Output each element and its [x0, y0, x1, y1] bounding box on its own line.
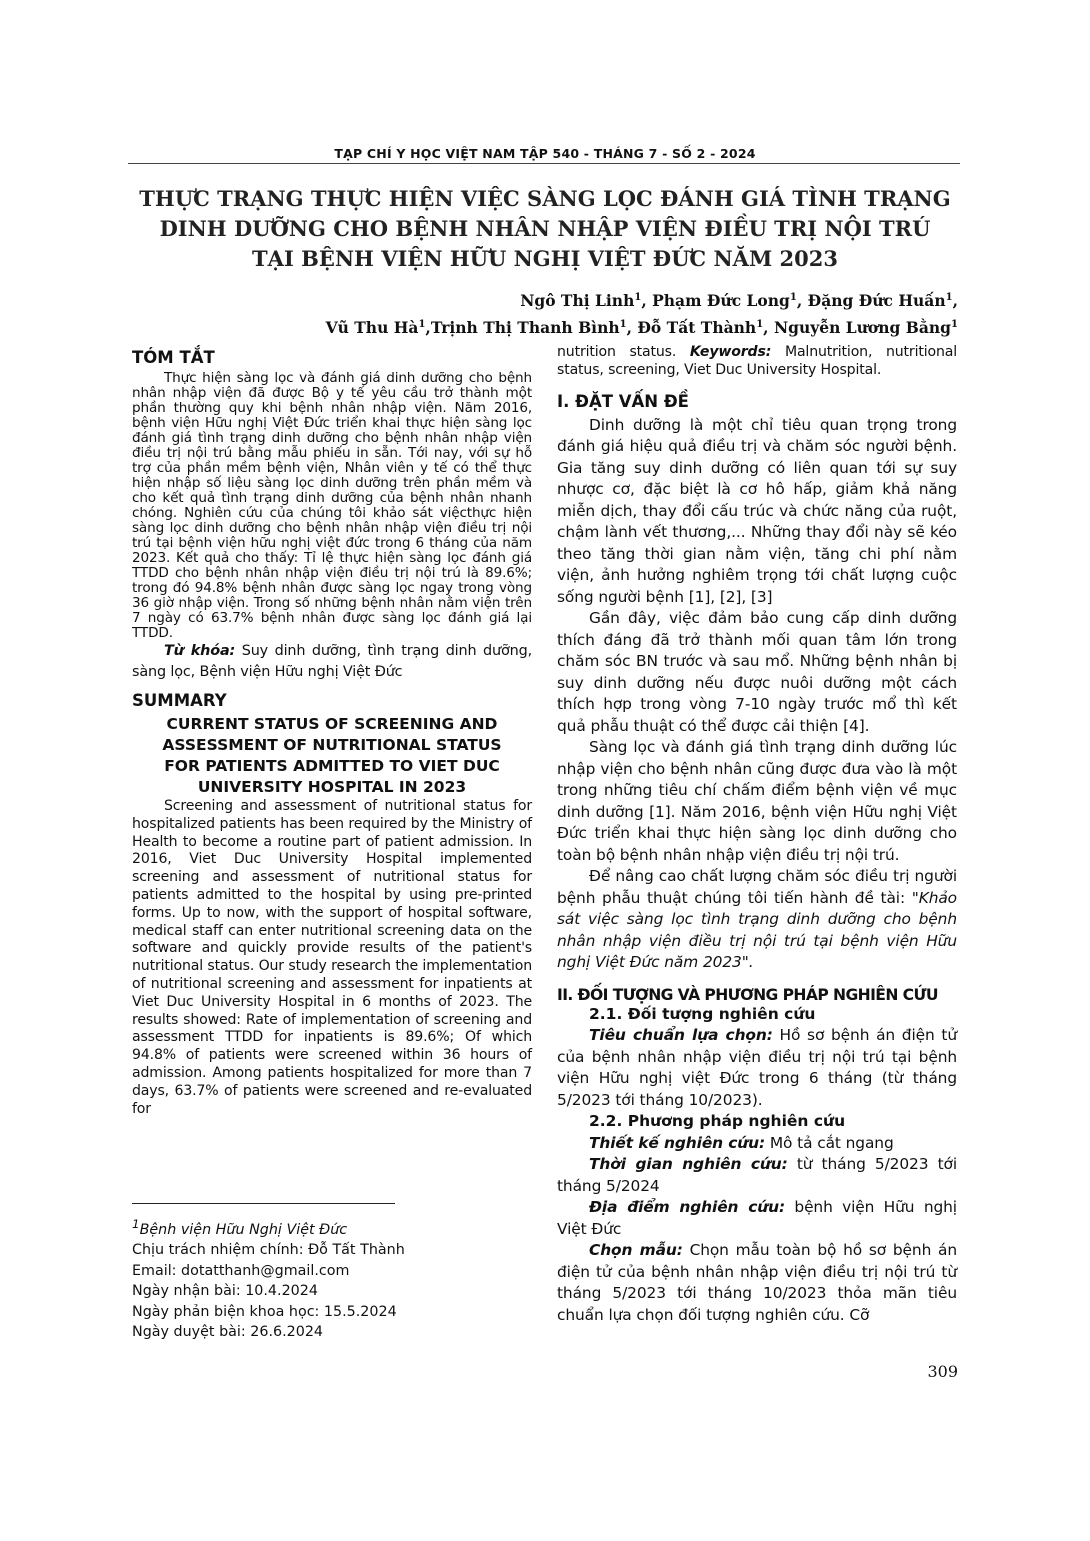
author-sep: , [796, 291, 808, 311]
author: Đặng Đức Huấn [807, 291, 946, 311]
section-1-paragraph: Dinh dưỡng là một chỉ tiêu quan trọng trong đánh giá hiệu quả điều trị và chăm sóc người bệnh. Gia tăng suy dinh dưỡng có liên quan tới sự suy nhược cơ, đặc biệt là cơ hô hấp, giảm khả năng miễn dịch, thay đổi cấu trúc và chức năng của ruột, chậm lành vết thương,... Những thay đổi này sẽ kéo theo tăng thời gian nằm viện, tăng chi phí nằm viện, ảnh hưởng nghiêm trọng tới chất lượng cuộc sống người bệnh [1], [2], [3] [557, 415, 957, 606]
author: Nguyễn Lương Bằng [773, 318, 952, 338]
time-label: Thời gian nghiên cứu: [589, 1155, 788, 1174]
study-design [557, 1133, 957, 1155]
title-line-3: TẠI BỆNH VIỆN HỮU NGHỊ VIỆT ĐỨC NĂM 2023 [252, 246, 838, 271]
affiliation-mark: 1 [951, 319, 958, 331]
summary-heading: SUMMARY [132, 691, 227, 710]
author-sep: , [626, 318, 638, 338]
author-line-1 [326, 286, 958, 313]
affiliation-text: Bệnh viện Hữu Nghị Việt Đức [139, 1221, 348, 1238]
summary-keywords-label: Keywords: [689, 344, 772, 360]
author-sep: , [641, 291, 653, 311]
author-line-2 [326, 313, 958, 340]
footnote-accepted: Ngày duyệt bài: 26.6.2024 [132, 1324, 324, 1341]
paragraph-text: Để nâng cao chất lượng chăm sóc điều trị người bệnh phẫu thuật chúng tôi tiến hành đề tài: [557, 867, 957, 907]
design-text: Mô tả cắt ngang [765, 1133, 894, 1152]
summary-continuation [557, 344, 957, 380]
summary-keywords-text: Malnutrition, nutritional status, screening, Viet Duc University Hospital. [557, 344, 957, 378]
page-number: 309 [927, 1362, 958, 1381]
affiliation-mark: 1 [756, 319, 764, 331]
footnote-corresponding: Chịu trách nhiệm chính: Đỗ Tất Thành [132, 1242, 405, 1259]
footnote-email: Email: dotatthanh@gmail.com [132, 1262, 350, 1279]
left-column [132, 344, 532, 1118]
author: Trịnh Thị Thanh Bình [430, 318, 620, 338]
sampling [557, 1240, 957, 1326]
study-title-quote: "Khảo sát việc sàng lọc tình trạng dinh dưỡng cho bệnh nhân nhập viện điều trị nội trú tại bệnh viện Hữu nghị Việt Đức năm 2023". [557, 888, 957, 972]
title-line-2: DINH DƯỠNG CHO BỆNH NHÂN NHẬP VIỆN ĐIỀU TRỊ NỘI TRÚ [159, 216, 931, 241]
journal-header: TẠP CHÍ Y HỌC VIỆT NAM TẬP 540 - THÁNG 7 - SỐ 2 - 2024 [334, 146, 756, 161]
author-list [326, 286, 958, 340]
author-sep: , [425, 318, 431, 338]
inclusion-criteria [557, 1025, 957, 1111]
sampling-label: Chọn mẫu: [589, 1241, 683, 1260]
design-label: Thiết kế nghiên cứu: [589, 1133, 766, 1152]
article-title [100, 184, 990, 274]
author: Phạm Đức Long [652, 291, 790, 311]
author-sep: , [952, 291, 958, 311]
affiliation-mark: 1 [619, 319, 627, 331]
affiliation-mark: 1 [418, 319, 426, 331]
keywords-text: Suy dinh dưỡng, tình trạng dinh dưỡng, sàng lọc, Bệnh viện Hữu nghị Việt Đức [132, 643, 533, 680]
title-line-1: THỰC TRẠNG THỰC HIỆN VIỆC SÀNG LỌC ĐÁNH GIÁ TÌNH TRẠNG [139, 186, 951, 211]
affiliation-mark: 1 [634, 292, 642, 303]
summary-title-line: CURRENT STATUS OF SCREENING AND [166, 715, 498, 733]
section-1-paragraph: Sàng lọc và đánh giá tình trạng dinh dưỡng lúc nhập viện cho bệnh nhân cũng được đưa vào là một trong những tiêu chí chấm điểm bệnh viện về mục dinh dưỡng [1]. Năm 2016, bệnh viện Hữu nghị Việt Đức triển khai thực hiện sàng lọc dinh dưỡng cho toàn bộ bệnh nhân nhập viện điều trị nội trú. [557, 738, 957, 864]
place-label: Địa điểm nghiên cứu: [589, 1198, 786, 1217]
right-column [557, 344, 957, 1326]
affiliation-mark: 1 [789, 292, 797, 303]
summary-title-line: UNIVERSITY HOSPITAL IN 2023 [197, 778, 467, 796]
subsection-2-2-heading: 2.2. Phương pháp nghiên cứu [589, 1112, 846, 1131]
sampling-text: Chọn mẫu toàn bộ hồ sơ bệnh án điện tử của bệnh nhân nhập viện điều trị nội trú từ tháng 5/2023 tới tháng 10/2023 thỏa mãn tiêu chuẩn lựa chọn đối tượng nghiên cứu. Cỡ [557, 1241, 958, 1324]
section-2-heading: II. ĐỐI TƯỢNG VÀ PHƯƠNG PHÁP NGHIÊN CỨU [557, 985, 938, 1004]
study-time [557, 1154, 957, 1197]
section-1-paragraph [557, 866, 957, 974]
affiliation-mark: 1 [945, 292, 953, 303]
author: Vũ Thu Hà [325, 318, 419, 338]
header-divider [128, 163, 960, 164]
summary-title [132, 714, 532, 798]
affiliation-mark: 1 [132, 1217, 140, 1231]
section-1-paragraph: Gần đây, việc đảm bảo cung cấp dinh dưỡng thích đáng đã trở thành mối quan tâm lớn trong chăm sóc BN trước và sau mổ. Những bệnh nhân bị suy dinh dưỡng nếu được nuôi dưỡng một cách thích hợp trong vòng 7-10 ngày trước mổ thì kết quả phẫu thuật có thể được cải thiện [4]. [557, 609, 957, 735]
tom-tat-keywords [132, 641, 532, 683]
keywords-label: Từ khóa: [164, 643, 236, 659]
section-1-heading: I. ĐẶT VẤN ĐỀ [557, 391, 689, 411]
footnote-received: Ngày nhận bài: 10.4.2024 [132, 1283, 318, 1300]
time-text: từ tháng 5/2023 tới tháng 5/2024 [557, 1155, 957, 1195]
footnotes [132, 1214, 405, 1343]
subsection-2-1-heading: 2.1. Đối tượng nghiên cứu [589, 1004, 816, 1023]
footnote-affiliation [132, 1214, 405, 1240]
footnote-reviewed: Ngày phản biện khoa học: 15.5.2024 [132, 1303, 397, 1320]
footnote-divider [132, 1203, 395, 1204]
summary-title-line: FOR PATIENTS ADMITTED TO VIET DUC [164, 757, 500, 775]
tom-tat-abstract: Thực hiện sàng lọc và đánh giá dinh dưỡng cho bệnh nhân nhập viện đã được Bộ y tế yêu cầu trở thành một phần thường quy khi bệnh nhân nhập viện. Năm 2016, bệnh viện Hữu nghị Việt Đức triển khai thực hiện sàng lọc đánh giá tình trạng dinh dưỡng cho bệnh nhân nhập viện điều trị nội trú bằng mẫu phiếu in sẵn. Tới nay, với sự hỗ trợ của phần mềm bệnh viện, Nhân viên y tế có thể thực hiện nhập số liệu sàng lọc dinh dưỡng trên phần mềm và cho kết quả tình trạng dinh dưỡng của bệnh nhân nhanh chóng. Nghiên cứu của chúng tôi khảo sát việcthực hiện sàng lọc dinh dưỡng cho bệnh nhân nhập viện điều trị nội trú tại bệnh viện hữu nghị việt đức trong 6 tháng của năm 2023. Kết quả cho thấy: Tỉ lệ thực hiện sàng lọc đánh giá TTDD cho bệnh nhân nhập viện điều trị nội trú là 89.6%; trong đó 94.8% bệnh nhân được sàng lọc ngay trong vòng 36 giờ nhập viện. Trong số những bệnh nhân nằm viện trên 7 ngày có 63.7% bệnh nhân được sàng lọc đánh giá lại TTDD. [132, 370, 532, 641]
author: Đỗ Tất Thành [637, 318, 757, 338]
author: Ngô Thị Linh [520, 291, 635, 311]
inclusion-label: Tiêu chuẩn lựa chọn: [589, 1026, 773, 1045]
summary-abstract: Screening and assessment of nutritional status for hospitalized patients has been required by the Ministry of Health to become a routine part of patient admission. In 2016, Viet Duc University Hospital implemented screening and assessment of nutritional status for patients admitted to the hospital by using pre-printed forms. Up to now, with the support of hospital software, medical staff can enter nutritional screening data on the software and quickly provide results of the patient's nutritional status. Our study research the implementation of nutritional screening and assessment for inpatients at Viet Duc University Hospital in 6 months of 2023. The results showed: Rate of implementation of screening and assessment TTDD for inpatients is 89.6%; Of which 94.8% of patients were screened within 36 hours of admission. Among patients hospitalized for more than 7 days, 63.7% of patients were screened and re-evaluated for [132, 798, 532, 1117]
study-place [557, 1197, 957, 1240]
summary-title-line: ASSESSMENT OF NUTRITIONAL STATUS [162, 736, 502, 754]
place-text: bệnh viện Hữu nghị Việt Đức [557, 1198, 957, 1238]
tom-tat-heading: TÓM TẮT [132, 348, 215, 367]
author-sep: , [763, 318, 774, 338]
inclusion-text: Hồ sơ bệnh án điện tử của bệnh nhân nhập viện điều trị nội trú tại bệnh viện Hữu nghị việt Đức trong 6 tháng (từ tháng 5/2023 tới tháng 10/2023). [557, 1026, 957, 1109]
summary-cont-text: nutrition status. [557, 344, 690, 360]
